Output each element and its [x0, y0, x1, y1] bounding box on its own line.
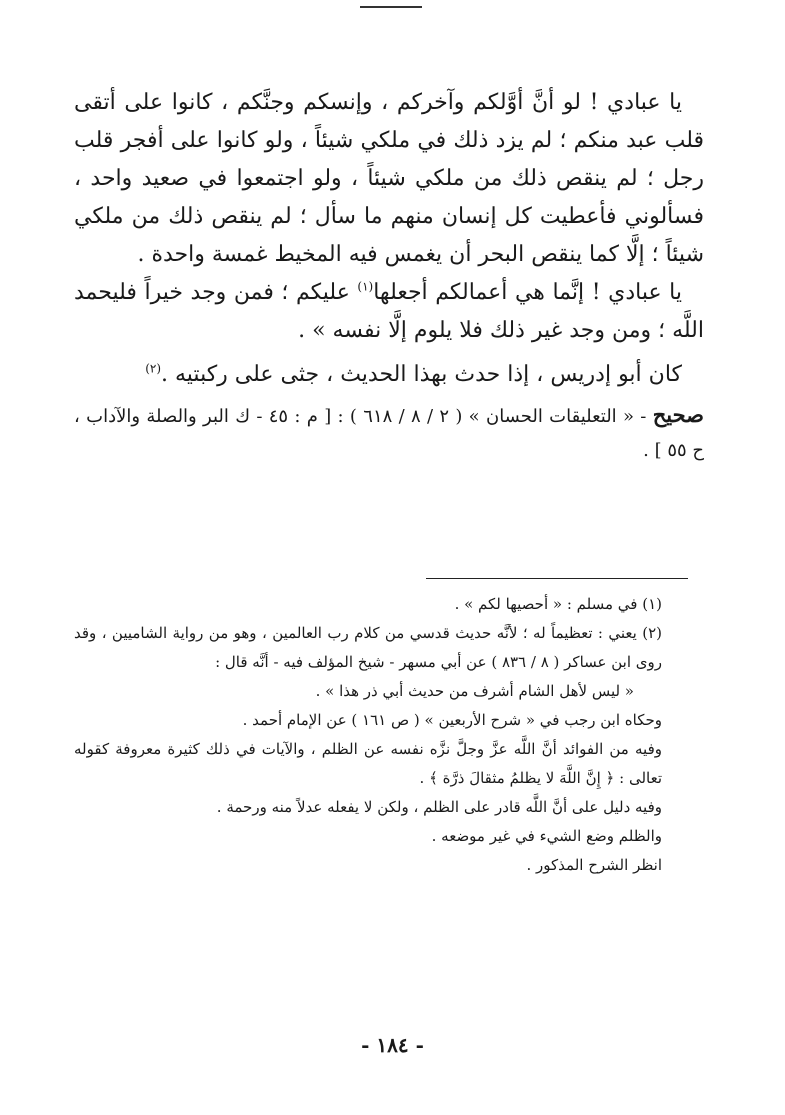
footnote-ref-1[interactable]: (١)	[357, 279, 374, 294]
page-number: - ١٨٤ -	[361, 1033, 424, 1057]
footnote-divider	[426, 578, 688, 579]
hadith-paragraph-2-text-b: عليكم ؛ فمن وجد خيراً فليحمد اللَّه ؛ ومن وجد غير ذلك فلا يلوم إلَّا نفسه » .	[74, 280, 704, 343]
footnote-2-line-3: وحكاه ابن رجب في « شرح الأربعين » ( ص ١٦١ ) عن الإمام أحمد .	[242, 711, 662, 729]
footnote-2-quote: « ليس لأهل الشام أشرف من حديث أبي ذر هذا » .	[315, 682, 634, 700]
footnote-2-line-4: وفيه من الفوائد أنَّ اللَّه عزَّ وجلَّ نزَّه نفسه عن الظلم ، والآيات في ذلك كثيرة معروفة كقوله تعالى : ﴿ إِنَّ اللَّهَ لا يظلمُ مثقالَ ذرَّة ﴾ .	[74, 740, 662, 787]
hadith-paragraph-2	[74, 274, 704, 350]
hadith-paragraph-1: يا عبادي ! لو أنَّ أوَّلكم وآخركم ، وإنسكم وجنَّكم ، كانوا على أتقى قلب عبد منكم ؛ لم يزد ذلك في ملكي شيئاً ، ولو كانوا على أفجر قلب رجل ؛ لم ينقص ذلك من ملكي شيئاً ، ولو اجتمعوا في صعيد واحد ، فسألوني فأعطيت كل إنسان منهم ما سأل ؛ لم ينقص ذلك من ملكي شيئاً ؛ إلَّا كما ينقص البحر أن يغمس فيه المخيط غمسة واحدة .	[74, 90, 704, 267]
footnote-ref-2[interactable]: (٢)	[145, 361, 162, 376]
footnote-2-line-6: والظلم وضع الشيء في غير موضعه .	[431, 827, 662, 845]
narrator-note-text: كان أبو إدريس ، إذا حدث بهذا الحديث ، جثى على ركبتيه .	[161, 362, 682, 387]
source-reference: - « التعليقات الحسان » ( ٢ / ٨ / ٦١٨ ) : [ م : ٤٥ - ك البر والصلة والآداب ، ح ٥٥ ] .	[74, 406, 704, 461]
footnote-2-line-1: (٢) يعني : تعظيماً له ؛ لأنَّه حديث قدسي من كلام رب العالمين ، وهو من رواية الشاميين ، وقد روى ابن عساكر ( ٨ / ٨٣٦ ) عن أبي مسهر - شيخ المؤلف فيه - أنَّه قال :	[74, 624, 662, 671]
footnote-2-line-7: انظر الشرح المذكور .	[526, 856, 662, 874]
grading-label: صحيح	[652, 402, 704, 427]
header-rule	[360, 6, 422, 8]
hadith-paragraph-2-text-a: يا عبادي ! إنَّما هي أعمالكم أجعلها	[373, 280, 682, 305]
footnotes	[74, 590, 704, 880]
footnote-1: (١) في مسلم : « أحصيها لكم » .	[454, 595, 662, 613]
main-text	[74, 84, 704, 468]
footnote-2-line-5: وفيه دليل على أنَّ اللَّه قادر على الظلم ، ولكن لا يفعله عدلاً منه ورحمة .	[216, 798, 662, 816]
narrator-note	[74, 356, 704, 394]
source-citation	[74, 398, 704, 468]
